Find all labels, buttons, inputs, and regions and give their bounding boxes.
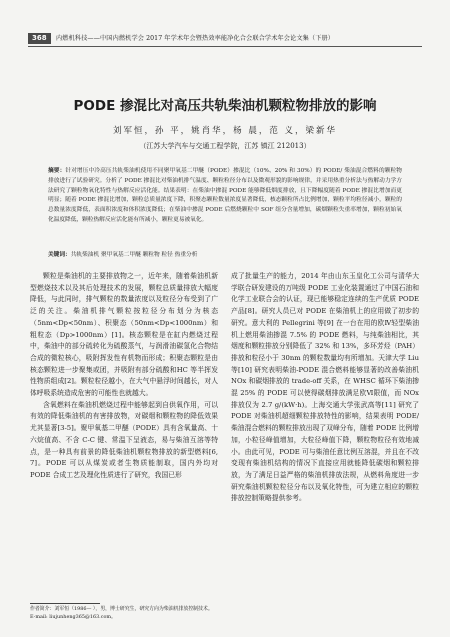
body-paragraph: 颗粒是柴油机的主要排放物之一，近年来，随着柴油机新型燃烧技术以及其后处理技术的发展，颗粒总质量排放大幅度降低，与此同时，排气颗粒的数量浓度以及粒径分布受到了广泛的关注。柴油机排气颗粒按粒径分布划分为核态（5nm<Dp<50nm）、积聚态（50nm<Dp<1000nm）和粗粒态（Dp>1000nm）[1]。核态颗粒是在缸内燃烧过程中，柴油中的部分硫转化为硫酸蒸气，与润滑油碳氢化合物结合成的微粒核心，吸附挥发性有机物而形成；积聚态颗粒是由核态颗粒进一步聚集或团，并吸附有部分硫酸和HC 等半挥发性物质组成[2]。颗粒粒径越小，在大气中悬浮时间越长，对人体呼吸系统造成危害的可能性也就越大。 <box>30 272 218 398</box>
footnote-divider <box>30 603 100 604</box>
footnote-bio: 作者简介：刘军恒（1986— ），男，博士研究生，研究方向为柴油机排放控制技术。 <box>30 606 213 612</box>
footnote-email: E-mail: liujunheng365@163.com。 <box>30 613 116 620</box>
body-paragraph: 成了批量生产的能力，2014 年由山东玉皇化工公司与清华大学联合研发建设的万吨级 PODE 工业化装置通过了中国石油和化学工业联合会的认证，现已能够稳定连续的生产优质 PODE 产品[8]。研究人员已对 PODE 在柴油机上的应用做了初步的研究。意大利的 Pellegrini 等[9] 在一台在用的欧Ⅳ轻型柴油机上燃用柴油掺混 7.5% 的 PODE 燃料，与纯柴油相比，其烟度和颗粒排放分别降低了 32% 和 13%，多环芳烃（PAH）排放和粒径小于 30nm 的颗粒数量均有所增加。天津大学 Liu 等[10] 研究表明柴油-PODE 混合燃料能够显著的改善柴油机 NOx 和碳烟排放的 trade-off 关系，在 WHSC 循环下柴油掺混 25% 的 PODE 可以使得碳烟排放满足欧Ⅵ限值，而 NOx 排放仅为 2.7 g/(kW·h)。上海交通大学张武高等[11] 研究了 PODE 对柴油机超细颗粒排放特性的影响，结果表明 PODE/ 柴油混合燃料的颗粒排放出现了双峰分布，随着 PODE 比例增加，小粒径峰值增加，大粒径峰值下降，颗粒物粒径有效地减小。由此可见，PODE 可与柴油任意比例互溶混，并且在不改变现有柴油机结构的情况下直接应用就能降低碳烟和颗粒排放，为了满足日益严格的柴油机排放法规，从燃料角度进一步研究柴油机颗粒粒径分布以及氧化特性，可为建立相应的颗粒排放控制策略提供参考。 <box>231 272 420 503</box>
body-paragraph: 含氧燃料在柴油机燃烧过程中能够起到自供氧作用，可以有效的降低柴油机的有害排放物，对碳烟和颗粒物的降低效果尤其显著[3-5]。聚甲氧基二甲醚（PODE）具有含氧量高、十六烷值高、不含 C-C 键、常温下呈液态，易与柴油互溶等特点，是一种具有前景的降低柴油机颗粒物排放的新型燃料[6, 7]。PODE 可以从煤炭或者生物质能制取，国内外均对 PODE 合成工艺及理化性质进行了研究，我国已形 <box>30 400 218 479</box>
running-header <box>28 33 422 45</box>
keywords-text: 共轨柴油机 聚甲氧基二甲醚 颗粒物 粒径 热重分析 <box>70 252 198 258</box>
abstract <box>48 167 402 226</box>
body-column-left <box>30 271 218 482</box>
page-number: 368 <box>28 33 51 44</box>
body-column-right <box>231 271 419 505</box>
running-header-text: 内燃机科技——中国内燃机学会 2017 年学术年会暨热效率能净化合会联合学术年会论文集（下册） <box>56 35 335 42</box>
author-footnote <box>30 606 218 621</box>
abstract-label: 摘要： <box>48 168 66 174</box>
keywords-label: 关键词： <box>48 252 71 258</box>
paper-title: PODE 掺混比对高压共轨柴油机颗粒物排放的影响 <box>73 98 377 114</box>
keywords <box>48 251 402 260</box>
author-list: 刘军恒，孙 平，姚肖华，杨 晨，范 义，梁新华 <box>112 126 338 136</box>
header-divider <box>28 46 422 47</box>
abstract-text: 针对增压中冷高压共轨柴油机使用不同聚甲氧基二甲醚（PODE）掺混比（10%、20% 和 30%）的 PODE/ 柴油混合燃料的颗粒物排放进行了试验研究。分析了 PODE 掺混比对柴油机排气温度、颗粒粒径分布以及微观形貌的影响规律，并采用热重分析法与热解动力学方法研究了颗粒物氧化特性与热解反应活化能。结果表明：在柴油中掺混 PODE 能够降低烟度排放，且下降幅度随着 PODE 掺混比增加而更明显；随着 PODE 掺混比增加，颗粒总质量浓度下降，积聚态颗粒数量浓度显著降低，核态颗粒所占比例增加，颗粒平均粒径减小，颗粒的总数量浓度降低，表面积浓度和体积浓度降低；在柴油中掺混 PODE 后燃烧颗粒中 SOF 组分含量增加，碳烟颗粒失重率增加，颗粒初始氧化温度降低，颗粒热解反应活化能有所减小，颗粒更易被氧化。 <box>48 168 402 223</box>
affiliation: （江苏大学汽车与交通工程学院，江苏 镇江 212013） <box>139 142 311 150</box>
